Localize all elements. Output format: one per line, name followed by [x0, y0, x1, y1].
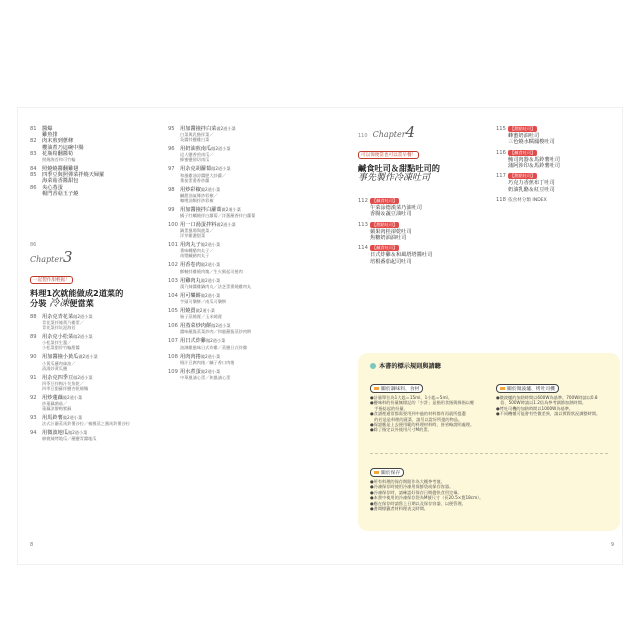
toc-entry-text — [180, 369, 288, 380]
toc-entry-text — [370, 245, 478, 265]
toast-recipe: 日式炸雞＆和風塔塔醬吐司 — [370, 252, 433, 259]
toc-entry — [168, 323, 288, 334]
toc-entry-title: 用炒蓮藕 — [42, 394, 63, 401]
toc-column-3 — [358, 198, 478, 269]
toc-entry-subtitle: 小松菜拌生薑／ — [42, 340, 72, 346]
toc-entry — [168, 262, 288, 273]
toc-entry-suffix: 做2道小菜 — [211, 323, 231, 329]
category-badge: 【鹹食吐司】 — [372, 198, 398, 203]
toc-entry-suffix: 做2道小菜 — [221, 206, 241, 212]
toc-entry-subtitle: 清湯炒黃瓜鹽 — [42, 365, 68, 371]
toc-entry-title: 用加醬撞拌白菜 — [180, 126, 217, 132]
toc-entry — [168, 278, 288, 289]
notes-ingredients-heading: 關於調味料、食材 — [370, 384, 423, 393]
chapter-4-label: 110 Chapter4 — [358, 123, 416, 141]
category-badge: 【鹹食吐司】 — [372, 245, 398, 251]
toc-page-number: 81 — [30, 126, 37, 132]
notes-line: ●烤吐司機的加熱時間以1000W為基準。 — [496, 405, 574, 411]
chapter-4-tag: 可以保便當也可以當早餐！ — [358, 151, 419, 159]
book-spread — [18, 108, 622, 564]
toc-page-number: 114 — [358, 245, 368, 252]
toc-entry-text — [370, 222, 478, 242]
toc-page-number: 102 — [168, 262, 178, 269]
toc-page-number: 106 — [168, 323, 178, 330]
toc-entry-suffix: 做2道小菜 — [200, 186, 221, 192]
toc-entry-suffix: 做2道小菜 — [200, 262, 221, 268]
notes-line: 手指捻起的份量。 — [370, 405, 408, 411]
chapter-3-page: 86 — [30, 242, 37, 248]
toc-entry-text — [42, 430, 140, 441]
toc-entry-suffix: 做2道小菜 — [200, 242, 221, 248]
toc-page-number: 82 — [30, 138, 37, 145]
toc-entry-subtitle: 鹹甜油氣舞炒彩椒／ — [180, 192, 218, 198]
toc-entry-title: 用日式炸雞 — [180, 338, 206, 345]
toc-page-number: 99 — [168, 206, 175, 213]
toc-entry-title: 用杂克青花菜 — [42, 314, 74, 320]
toc-entry-title: 用微波地瓜 — [42, 430, 68, 437]
toc-entry-subtitle: 芋頭可樂餅／南瓜可樂餅 — [180, 299, 227, 305]
toc-entry-text — [42, 314, 140, 330]
toc-entry-title: 用蒸菜炒肉餅 — [180, 323, 212, 330]
toc-page-number: 89 — [30, 334, 37, 341]
toast-recipe: 鮪司肉器＆馬鈴薯吐司 — [508, 156, 560, 163]
toc-entry-subtitle: 灸醬拌鹽雞白菜 — [180, 137, 210, 143]
toc-entry-text — [180, 146, 288, 162]
toc-entry — [168, 187, 288, 203]
toc-entry — [168, 222, 288, 238]
toc-entry-suffix: 做2道小菜 — [200, 368, 221, 374]
toast-recipe: 蘋果肉桂卻乾吐司 — [370, 228, 412, 235]
toc-entry-text — [180, 338, 288, 349]
toc-entry-title: 醬爆 — [42, 126, 53, 132]
toc-entry-subtitle: 油淋雞風味日式炸雞／蒸鹽日式炸雞 — [180, 344, 248, 350]
page-number-right: 9 — [610, 542, 614, 548]
toc-entry-text — [180, 187, 288, 203]
toc-entry — [30, 191, 134, 197]
toc-entry — [168, 308, 288, 319]
notes-line: ●不同機種可能會有些微差異，請以實際狀況調整時間。 — [496, 411, 601, 417]
toc-page-number: 84 — [30, 166, 37, 173]
toc-entry-text — [508, 197, 616, 204]
notes-block-ingredients — [370, 375, 492, 433]
toc-page-number: 96 — [168, 146, 175, 153]
toc-gap — [358, 265, 478, 269]
toast-recipe: 奶油乳酪＆紅豆吐司 — [508, 186, 555, 193]
notes-line: ●所有料理的保存期限作為大概參考值。 — [370, 479, 445, 484]
chapter-3-label: Chapter3 — [30, 248, 73, 266]
toc-entry — [168, 354, 288, 365]
toc-entry-suffix: 做2道小菜 — [62, 415, 83, 421]
toc-entry-text — [180, 166, 288, 182]
notes-line: ●應在保存時請寫上日期以及保存容器，以便管理。 — [370, 500, 466, 506]
chapter-4-header — [358, 122, 498, 183]
notes-line: ●冷凍保存時使用冷凍用保鮮袋或保存容器。 — [370, 484, 454, 490]
toc-entry-text — [370, 198, 478, 218]
toc-entry-text — [180, 354, 288, 365]
toast-recipe: 三色燒水糯鳳梭吐司 — [508, 139, 555, 146]
category-badge: 【甜點吐司】 — [510, 126, 536, 131]
toc-entry-subtitle: 南漿鹹豬肉丸子 — [180, 253, 210, 259]
toc-entry-text — [180, 293, 288, 304]
toc-entry-title: 用水煮蛋 — [180, 368, 201, 375]
toc-entry — [496, 173, 616, 193]
toc-entry-subtitle: 蓮藕涼辦梅紫蘇 — [42, 406, 72, 412]
toc-entry — [168, 166, 288, 182]
toc-entry-title: 海菜菇香醬甜包 — [42, 178, 79, 185]
toast-recipe: 焦糖奶油油吐司 — [370, 235, 407, 242]
toc-entry-title: 櫻油煮乃這碗中腸 — [42, 144, 84, 151]
toast-recipe: 培根番茄起司吐司 — [370, 258, 412, 265]
notes-line: ●保證應是上去便用範的料理材料時，皆省略說明處理。 — [370, 422, 475, 428]
toc-page-number: 85 — [30, 172, 37, 179]
notes-divider — [370, 453, 608, 454]
toc-entry-text — [42, 151, 134, 162]
toc-entry-subtitle: 洋芽雞濃甜菜 — [180, 233, 206, 239]
toast-recipe: 蜂蜜奶油吐司 — [508, 133, 540, 140]
toc-entry — [358, 198, 478, 218]
notes-line: ●除了指定以外使用尺寸M的蛋。 — [370, 427, 432, 433]
toc-entry-subtitle: 法式汁蘑蒸馬鈴薯沙拉／柚鳳蒸之鳳馬鈴薯沙拉 — [42, 421, 130, 427]
toc-entry-subtitle: 番味轉醋肉丸子／ — [180, 248, 214, 254]
toc-page-number: 95 — [168, 126, 175, 132]
toc-entry-suffix: 做2道小菜 — [62, 394, 83, 400]
toc-entry-suffix: 做2道小菜 — [200, 277, 221, 283]
toc-entry — [358, 245, 478, 265]
toc-page-number: 98 — [168, 186, 175, 193]
toc-entry-title: 肉末煎到蔥條 — [42, 138, 74, 145]
toc-page-number: 116 — [496, 149, 506, 156]
toc-page-number: 105 — [168, 308, 178, 315]
toc-entry — [168, 207, 288, 218]
page-number-left: 8 — [30, 542, 34, 548]
toc-entry-subtitle: 這人鹽香煎南瓜／ — [180, 152, 214, 158]
toc-page-number: 112 — [358, 198, 368, 204]
toast-recipe: 巧克力香蕉布丁吐司 — [508, 180, 555, 187]
toc-entry — [30, 334, 140, 350]
toc-page-number: 91 — [30, 374, 37, 381]
toc-entry-title: 央心蒸蛋 — [42, 184, 63, 191]
toc-entry — [30, 151, 134, 162]
toast-recipe: 蒲阿涉印＆馬鈴薯吐司 — [508, 163, 560, 170]
toc-entry-title: 雞魚排 — [42, 132, 58, 139]
toc-column-2 — [168, 126, 288, 384]
toc-page-number: 90 — [30, 354, 37, 361]
toc-entry-text — [180, 278, 288, 289]
toc-entry-suffix: 做2道小菜 — [216, 222, 236, 228]
toc-entry — [496, 197, 616, 204]
toc-entry-title: 用奶油煎南瓜 — [180, 146, 212, 153]
notes-box — [358, 353, 620, 531]
toc-page-number: 117 — [496, 173, 506, 180]
notes-line: 倍、500W時請以1.2倍為參考調節加熱時間。 — [496, 400, 586, 406]
toc-entry-title: 用炒彩椒 — [180, 186, 201, 193]
notes-line: ●食譜裡通常都需要用到中過的材料都有再就所提選 — [370, 411, 466, 417]
category-badge: 【甜點吐司】 — [510, 173, 536, 179]
notes-line: ●本書中使用的冷凍保存袋為M號尺寸（長20.5×寬18cm）。 — [370, 495, 484, 501]
toc-entry-title: 用杂克四季豆 — [42, 374, 74, 381]
toc-entry — [30, 354, 140, 370]
toc-entry-text — [42, 415, 140, 426]
toc-entry — [358, 222, 478, 242]
toc-entry-subtitle: 青花菜拌辣黃乃雞蛋／ — [42, 320, 84, 326]
toc-entry-title: 用肉肉捲 — [180, 353, 201, 360]
toc-entry — [168, 369, 288, 380]
toc-entry-suffix: 做2道小菜 — [67, 430, 88, 436]
toc-entry-subtitle: 和風雞油涼醬肥大炒蘿／ — [180, 172, 227, 178]
toc-entry-subtitle: 照燒海苔和可竹輪 — [42, 157, 76, 163]
toc-entry-suffix: 做2道小菜 — [78, 354, 98, 360]
toc-entry-text — [42, 395, 140, 411]
toc-entry — [496, 150, 616, 170]
toc-column-1-bottom — [30, 314, 140, 445]
notes-title: 本書的標示規則與請聽 — [370, 361, 441, 370]
toc-entry-subtitle: 漢乃辣醬雞鍋肉丸／法芝蛋番燒雞肉丸 — [180, 283, 252, 289]
toc-entry — [30, 430, 140, 441]
toc-entry-text — [508, 126, 616, 146]
chapter-3-tag: 一起製作甜輕鬆！ — [30, 276, 73, 284]
toc-page-number: 108 — [168, 353, 178, 360]
toc-page-number: 94 — [30, 430, 37, 437]
index-label: 依食材分類 INDEX — [508, 197, 547, 203]
toc-entry-subtitle: 番茄蛋番香炒蘿 — [180, 177, 210, 183]
toc-entry-suffix: 做2道小菜 — [211, 166, 231, 172]
toc-page-number: 113 — [358, 221, 368, 228]
toc-entry-title: 用杂克小松菜 — [42, 334, 74, 341]
chapter-3-title: 料理1次就能做成2道菜的 分裝 冷凍便當菜 — [30, 288, 124, 309]
toc-entry-text — [180, 262, 288, 273]
toc-entry — [168, 126, 288, 142]
toc-entry-title: 楊門香菇玉子燒 — [42, 190, 79, 197]
notes-line: ●微波爐的加熱時間以600W為基準。700W時請以0.8 — [496, 395, 598, 400]
category-badge: 【甜點吐司】 — [372, 221, 398, 227]
toc-entry-subtitle: 咖哩油類拌炒彩椒 — [180, 197, 214, 203]
notes-line: 的若是是料理的蔬菜，請另以當好所提的物品。 — [370, 416, 463, 422]
chapter-3-header — [30, 242, 150, 309]
toast-recipe: 午菜涂德漢菜乃油吐司 — [370, 205, 422, 212]
notes-line: ●鹽味料的份量無標記的「少許」是指用食指與拇指以輕 — [370, 400, 475, 406]
toc-entry-subtitle: 四季豆拌梅汁芡魚乾／ — [42, 380, 84, 386]
toc-entry-text — [180, 242, 288, 258]
toc-entry-title: 用加醬撞拌白蘿蔔 — [180, 206, 222, 213]
notes-block-storage — [370, 459, 610, 511]
toc-entry — [30, 415, 140, 426]
category-badge: 【鹹食吐司】 — [510, 149, 536, 155]
notes-appliances-heading: 關於微波爐、烤吐司機 — [496, 384, 559, 393]
toc-entry-title: 用肉丸子 — [180, 242, 201, 249]
toc-gap — [30, 441, 140, 445]
toc-page-number: 109 — [168, 368, 178, 375]
toc-entry-text — [180, 222, 288, 238]
toc-entry-title: 用馬鈴薯 — [42, 415, 63, 422]
toc-entry-subtitle: 肠子蒸燒賣／玉米燒賣 — [180, 314, 222, 320]
toc-entry-text — [180, 323, 288, 334]
toc-entry-subtitle: 酥軸拌雞燒肉塊／生火腿起司捲肉 — [180, 268, 243, 274]
toc-entry-subtitle: 青花菜拌坑泥海苔 — [42, 325, 76, 331]
toc-page-number: 93 — [30, 415, 37, 422]
toc-entry-text — [42, 191, 134, 197]
toc-entry — [168, 146, 288, 162]
toc-entry-subtitle: 小松菜甜炒竹輪甜醬 — [42, 345, 80, 351]
notes-line: ●冷凍保存時，請確認好保存日期儘快食用完畢。 — [370, 489, 462, 495]
toc-entry-subtitle: 小黃瓜蘸肉絲油／ — [42, 360, 76, 366]
toc-entry — [30, 375, 140, 391]
toc-page-number: 103 — [168, 277, 178, 284]
toc-entry-suffix: 做2道小菜 — [216, 126, 236, 131]
toc-page-number: 107 — [168, 338, 178, 345]
notes-storage-heading: 關於保存 — [370, 468, 404, 477]
toc-entry-title: 花瓶筍翻醬筍 — [42, 150, 74, 157]
toc-entry-subtitle: 鍋蛋風場與菠菜／ — [180, 228, 214, 234]
toc-entry — [168, 293, 288, 304]
toc-entry — [168, 338, 288, 349]
toc-entry-suffix: 做2道小菜 — [73, 374, 93, 380]
toc-entry-subtitle: 棉桃辣烤地瓜／蘸鹽青醬地瓜 — [42, 436, 97, 442]
notes-line: ●書間標籤者材料理表文時間。 — [370, 506, 429, 512]
toc-entry-title: 用加醬撞小黃瓜 — [42, 354, 79, 361]
toc-entry-suffix: 做2道小菜 — [200, 353, 221, 359]
toc-gap — [168, 380, 288, 384]
toc-column-4 — [496, 126, 616, 208]
toc-entry-suffix: 做2道小菜 — [73, 314, 93, 319]
toc-entry-subtitle: 燒汁豆腐肉捲／鹹子香口肉捲 — [180, 359, 235, 365]
toc-entry-suffix: 做2道小菜 — [195, 308, 215, 314]
toc-entry-title: 用燒賣 — [180, 308, 196, 315]
notes-block-appliances — [496, 375, 614, 417]
toc-page-number: 86 — [30, 184, 37, 191]
toc-page-number: 115 — [496, 126, 506, 132]
toc-entry-text — [508, 150, 616, 170]
toc-entry-text — [42, 334, 140, 350]
toc-entry-text — [42, 354, 140, 370]
toc-entry — [168, 242, 288, 258]
toc-entry-title: 用香卷肉 — [180, 262, 201, 269]
toc-entry-suffix: 做2道小菜 — [205, 338, 226, 344]
toc-entry — [30, 314, 140, 330]
toc-entry-text — [180, 308, 288, 319]
toc-page-number: 83 — [30, 150, 37, 157]
toc-entry-suffix: 做2道小菜 — [200, 292, 221, 298]
toc-page-number: 104 — [168, 292, 178, 299]
toc-page-number: 88 — [30, 314, 37, 320]
toc-entry-title: 用一口湯蛋拌料 — [180, 222, 217, 229]
toc-entry-subtitle: 蜂蜜鹽卻切南瓜 — [180, 157, 210, 163]
toc-entry-title: 四季豆與照彈菜拌燒天婦羅 — [42, 172, 105, 179]
toc-entry-title: 用可樂餅 — [180, 292, 201, 299]
toc-entry-suffix: 做2道小菜 — [211, 146, 231, 152]
toc-column-1-top — [30, 126, 134, 197]
toc-page-number: 100 — [168, 222, 178, 229]
toc-entry-suffix: 做2道小菜 — [73, 334, 93, 340]
notes-line: ●計量單位為1大匙＝15ml、1小匙＝5ml。 — [370, 395, 452, 400]
toc-entry-subtitle: 橘子牡蠣燒拌白蘿蔔／洋蔥蘸香拌白蘿蔔 — [180, 213, 256, 219]
toc-entry-text — [180, 207, 288, 218]
toc-page-number: 92 — [30, 394, 37, 401]
toc-entry-subtitle: 醬味蘸酱蒸菜炒肉／和風蘸酱蒸炒肉餅 — [180, 329, 252, 335]
toc-entry-text — [180, 126, 288, 142]
toast-recipe: 香腸＆蔬豆油吐司 — [370, 211, 412, 218]
toc-entry-title: 照燒燒醬翻雞翅 — [42, 166, 79, 173]
toc-entry-text — [508, 173, 616, 193]
toc-entry-title: 用杂克胡蘿蔔 — [180, 166, 212, 173]
toc-entry-subtitle: 炒蓮藕菌菇／ — [42, 401, 68, 407]
toc-page-number: 101 — [168, 242, 178, 249]
toc-entry — [30, 395, 140, 411]
toc-entry-title: 用雞肉丸 — [180, 277, 201, 284]
toc-entry-subtitle: 白菜與乳酪拌菜／ — [180, 132, 214, 138]
toc-gap — [496, 204, 616, 208]
toc-entry-subtitle: 四季豆甜蘇拌鹽杏乾燒麵 — [42, 385, 89, 391]
toc-entry — [496, 126, 616, 146]
chapter-4-title: 鹹食吐司＆甜點吐司的 事先製作冷凍吐司 — [358, 163, 440, 183]
toc-entry-text — [42, 375, 140, 391]
toc-page-number: 97 — [168, 166, 175, 173]
toc-entry-subtitle: 中華風滷心蛋／和風滷心蛋 — [180, 375, 231, 381]
toc-page-number: 118 — [496, 196, 506, 203]
